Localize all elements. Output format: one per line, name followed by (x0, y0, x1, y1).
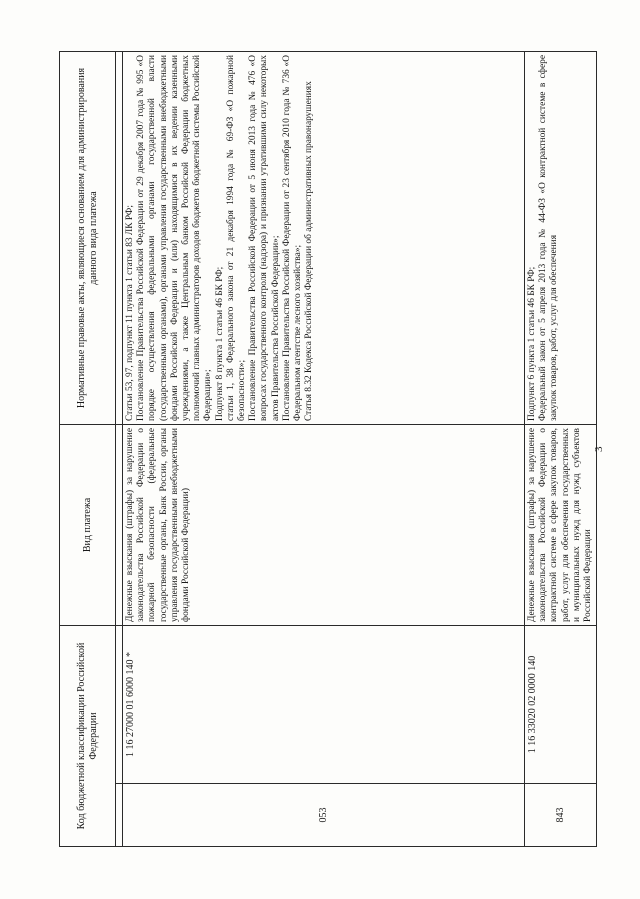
kbk-code: 1 16 27000 01 6000 140 * (123, 626, 525, 784)
legal-act: Статья 8.32 Кодекса Российской Федерации об административных правонарушениях (304, 81, 315, 421)
payment-type: Денежные взыскания (штрафы) за нарушение законодательства Российской Федерации о контрактной системе в сфере закупок товаров, работ, услуг для обеспечения государственных и муниципальных нужд для нужд субъектов Российской Федерации (525, 425, 597, 626)
legal-acts (525, 52, 597, 425)
table-header-row (60, 52, 116, 847)
kbk-code: 1 16 33020 02 0000 140 (525, 626, 597, 784)
legal-act: статьи 1, 38 Федерального закона от 21 декабря 1994 года № 69-ФЗ «О пожарной безопасности»; (225, 55, 248, 421)
table-spacer-row (116, 52, 123, 847)
legal-act: Подпункт 6 пункта 1 статьи 46 БК РФ; (527, 266, 537, 421)
rotated-table-wrapper (59, 52, 594, 847)
legal-act: Федеральный закон от 5 апреля 2013 года № 44-ФЗ «О контрактной системе в сфере закупок товаров, работ, услуг для обеспечения (538, 55, 560, 421)
legal-act: Постановление Правительства Российской Федерации от 5 июня 2013 года № 476 «О вопросах государственного контроля (надзора) и признании утратившими силу некоторых актов Правительства Российской Федерации»; (248, 55, 281, 421)
admin-code: 843 (525, 784, 597, 847)
legal-act: Постановление Правительства Российской Федерации от 29 декабря 2007 года № 995 «О порядке осуществления федеральными органами государственной власти (государственными органами), органами управления государственными внебюджетными фондами Российской Федерации и (или) находящимися в их ведении казенными учреждениями, а также Центральным банком Российской Федерации бюджетных полномочий главных администраторов доходов бюджетов бюджетной системы Российской Федерации»; (136, 55, 214, 421)
budget-classification-table (59, 51, 597, 847)
header-payment-type: Вид платежа (60, 425, 116, 626)
legal-acts (123, 52, 525, 425)
table-row (123, 52, 525, 847)
payment-type: Денежные взыскания (штрафы) за нарушение законодательства Российской Федерации о пожарной безопасности (федеральные государственные органы, Банк России, органы управления государственными внебюджетными фондами Российской Федерации) (123, 425, 525, 626)
header-legal-acts: Нормативные правовые акты, являющиеся основанием для администрирования данного вида платежа (60, 52, 116, 425)
admin-code: 053 (123, 784, 525, 847)
page-number: 3 (593, 446, 605, 452)
legal-act: Постановление Правительства Российской Федерации от 23 сентября 2010 года № 736 «О Федеральном агентстве лесного хозяйства»; (281, 55, 304, 421)
header-kbk: Код бюджетной классификации Российской Федерации (60, 626, 116, 847)
legal-act: Статьи 53, 97, подпункт 11 пункта 1 статьи 83 ЛК РФ; (125, 205, 135, 421)
legal-act: Подпункт 8 пункта 1 статьи 46 БК РФ; (214, 266, 225, 421)
table-row (525, 52, 597, 847)
